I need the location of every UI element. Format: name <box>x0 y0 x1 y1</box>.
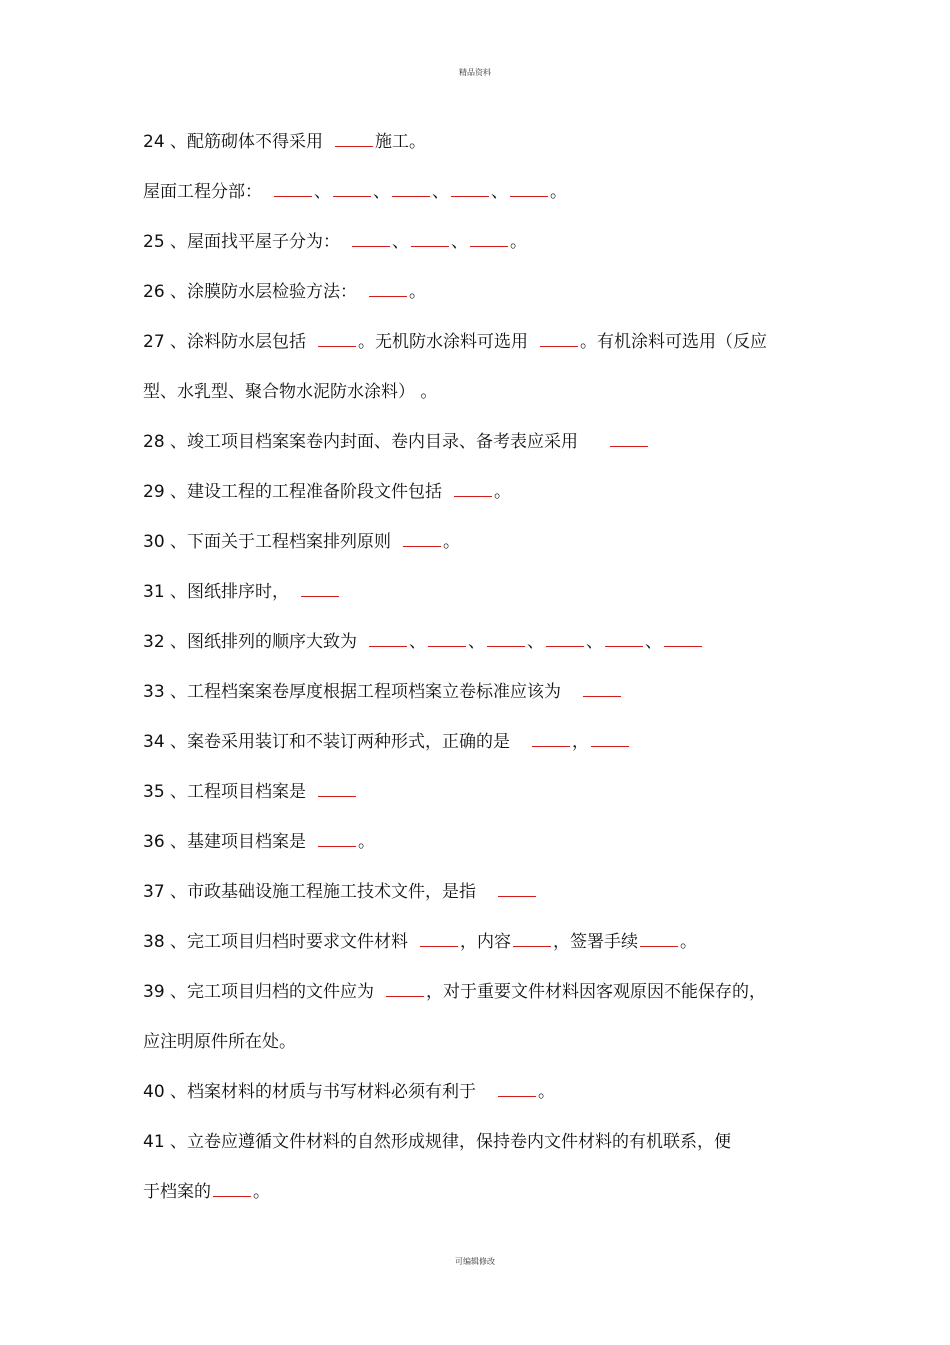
question-text: 32 、图纸排列的顺序大致为 <box>143 632 358 652</box>
separator-text: 。 <box>409 282 427 302</box>
question-38 <box>143 927 803 977</box>
page-header-note: 精品资料 <box>459 68 491 77</box>
separator-text: ， <box>572 732 590 752</box>
question-text: 39 、完工项目归档的文件应为 <box>143 982 375 1002</box>
question-text: 33 、工程档案案卷厚度根据工程项档案立卷标准应该为 <box>143 682 562 702</box>
question-36 <box>143 827 803 877</box>
answer-blank[interactable] <box>392 180 430 197</box>
answer-blank[interactable] <box>352 230 390 247</box>
question-text: ，内容 <box>460 932 512 952</box>
answer-blank[interactable] <box>428 630 466 647</box>
page-footer-note: 可编辑修改 <box>455 1257 495 1266</box>
question-35 <box>143 777 803 827</box>
question-27-continued <box>143 377 803 427</box>
question-text: ，签署手续 <box>553 932 639 952</box>
answer-blank[interactable] <box>664 630 702 647</box>
question-27 <box>143 327 803 377</box>
answer-blank[interactable] <box>213 1180 251 1197</box>
separator-text: 。 <box>358 832 376 852</box>
question-text: 型、水乳型、聚合物水泥防水涂料） 。 <box>143 382 438 402</box>
answer-blank[interactable] <box>335 130 373 147</box>
answer-blank[interactable] <box>386 980 424 997</box>
question-text: 施工。 <box>375 132 427 152</box>
answer-blank[interactable] <box>318 780 356 797</box>
answer-blank[interactable] <box>454 480 492 497</box>
question-text: 35 、工程项目档案是 <box>143 782 307 802</box>
question-text: 31 、图纸排序时， <box>143 582 290 602</box>
separator-text: 、 <box>432 182 449 202</box>
separator-text: 。 <box>443 532 461 552</box>
question-text: 27 、涂料防水层包括 <box>143 332 307 352</box>
separator-text: 。 <box>494 482 512 502</box>
question-text: ，对于重要文件材料因客观原因不能保存的， <box>426 982 767 1002</box>
question-29 <box>143 477 803 527</box>
separator-text: 、 <box>451 232 469 252</box>
answer-blank[interactable] <box>451 180 489 197</box>
question-text: 40 、档案材料的材质与书写材料必须有利于 <box>143 1082 477 1102</box>
answer-blank[interactable] <box>369 280 407 297</box>
question-text: 29 、建设工程的工程准备阶段文件包括 <box>143 482 443 502</box>
question-text: 应注明原件所在处。 <box>143 1032 296 1052</box>
answer-blank[interactable] <box>318 830 356 847</box>
answer-blank[interactable] <box>610 430 648 447</box>
separator-text: 。 <box>550 182 567 202</box>
question-37 <box>143 877 803 927</box>
question-list <box>143 127 803 1227</box>
question-text: 25 、屋面找平屋子分为： <box>143 232 341 252</box>
question-text: 37 、市政基础设施工程施工技术文件，是指 <box>143 882 477 902</box>
question-text: 。无机防水涂料可选用 <box>358 332 529 352</box>
question-25 <box>143 227 803 277</box>
question-text: 屋面工程分部： <box>143 182 262 202</box>
separator-text: 、 <box>373 182 390 202</box>
question-41-continued <box>143 1177 803 1227</box>
answer-blank[interactable] <box>420 930 458 947</box>
question-text: 30 、下面关于工程档案排列原则 <box>143 532 392 552</box>
question-40 <box>143 1077 803 1127</box>
separator-text: 。 <box>510 232 528 252</box>
question-text: 于档案的 <box>143 1182 211 1202</box>
separator-text: 。 <box>253 1182 270 1202</box>
separator-text: 、 <box>314 182 331 202</box>
answer-blank[interactable] <box>333 180 371 197</box>
answer-blank[interactable] <box>301 580 339 597</box>
question-text: 38 、完工项目归档时要求文件材料 <box>143 932 409 952</box>
separator-text: 、 <box>586 632 604 652</box>
answer-blank[interactable] <box>540 330 578 347</box>
answer-blank[interactable] <box>470 230 508 247</box>
answer-blank[interactable] <box>546 630 584 647</box>
question-text: 34 、案卷采用装订和不装订两种形式，正确的是 <box>143 732 511 752</box>
separator-text: 、 <box>527 632 545 652</box>
question-41 <box>143 1127 803 1177</box>
answer-blank[interactable] <box>532 730 570 747</box>
answer-blank[interactable] <box>498 880 536 897</box>
answer-blank[interactable] <box>369 630 407 647</box>
separator-text: 、 <box>491 182 508 202</box>
question-34 <box>143 727 803 777</box>
question-text: 28 、竣工项目档案案卷内封面、卷内目录、备考表应采用 <box>143 432 579 452</box>
answer-blank[interactable] <box>498 1080 536 1097</box>
separator-text: 、 <box>392 232 410 252</box>
answer-blank[interactable] <box>403 530 441 547</box>
answer-blank[interactable] <box>411 230 449 247</box>
question-39-continued <box>143 1027 803 1077</box>
answer-blank[interactable] <box>487 630 525 647</box>
question-26 <box>143 277 803 327</box>
answer-blank[interactable] <box>591 730 629 747</box>
separator-text: 。 <box>538 1082 556 1102</box>
question-30 <box>143 527 803 577</box>
answer-blank[interactable] <box>318 330 356 347</box>
question-text: 。有机涂料可选用（反应 <box>580 332 768 352</box>
question-33 <box>143 677 803 727</box>
question-text: 36 、基建项目档案是 <box>143 832 307 852</box>
separator-text: 、 <box>645 632 663 652</box>
answer-blank[interactable] <box>640 930 678 947</box>
answer-blank[interactable] <box>510 180 548 197</box>
question-text: 26 、涂膜防水层检验方法： <box>143 282 358 302</box>
question-roof-divisions <box>143 177 803 227</box>
question-32 <box>143 627 803 677</box>
answer-blank[interactable] <box>605 630 643 647</box>
question-24 <box>143 127 803 177</box>
question-31 <box>143 577 803 627</box>
answer-blank[interactable] <box>583 680 621 697</box>
separator-text: 、 <box>468 632 486 652</box>
question-39 <box>143 977 803 1027</box>
separator-text: 、 <box>409 632 427 652</box>
answer-blank[interactable] <box>274 180 312 197</box>
question-28 <box>143 427 803 477</box>
answer-blank[interactable] <box>513 930 551 947</box>
question-text: 24 、配筋砌体不得采用 <box>143 132 324 152</box>
question-text: 41 、立卷应遵循文件材料的自然形成规律，保持卷内文件材料的有机联系，便 <box>143 1132 732 1152</box>
separator-text: 。 <box>680 932 698 952</box>
